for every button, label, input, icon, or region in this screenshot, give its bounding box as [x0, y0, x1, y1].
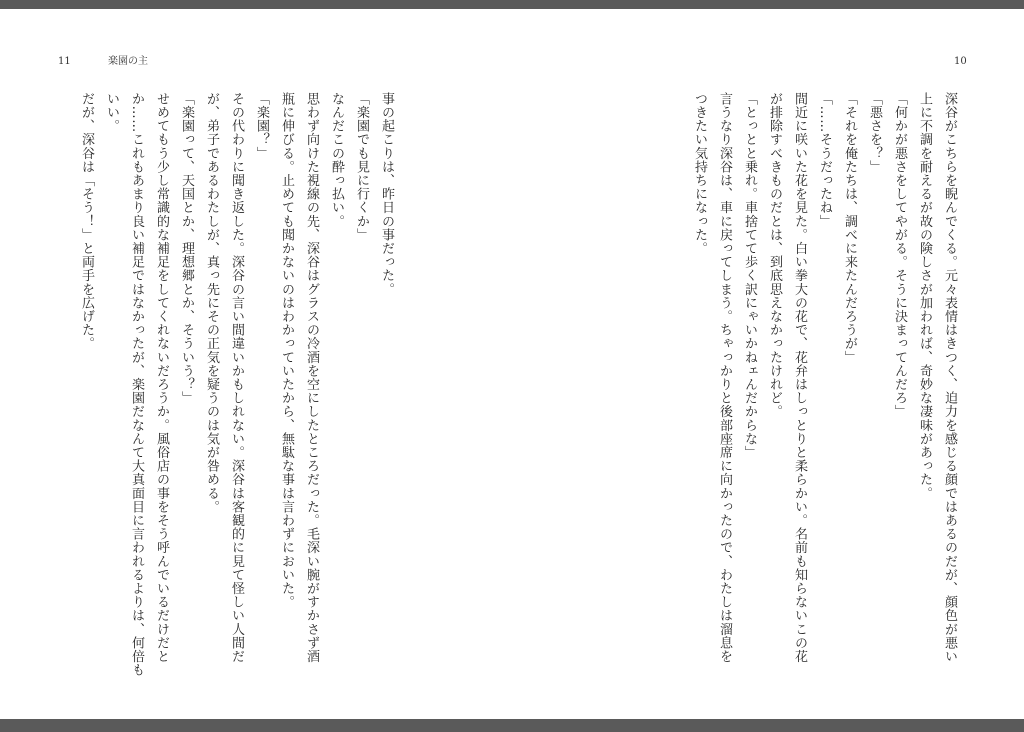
text-line: が、弟子であるわたしが、真っ先にその正気を疑うのは気が咎める。: [204, 92, 219, 514]
text-line: つきたい気持ちになった。: [692, 92, 707, 256]
viewer-top-bar: [0, 0, 1024, 9]
text-line: 「とっとと乗れ。車捨てて歩く訳にゃいかねェんだからな」: [742, 92, 757, 460]
text-line: が排除すべきものだとは、到底思えなかったけれど。: [767, 92, 782, 419]
text-line: 「楽園って、天国とか、理想郷とか、そういう？」: [179, 92, 194, 405]
text-line: せめてもう少し常識的な補足をしてくれないだろうか。風俗店の事をそう呼んでいるだけだと: [154, 92, 169, 664]
left-page-text: [79, 92, 399, 692]
text-line: なんだこの酔っ払い。: [329, 92, 344, 228]
text-line: いい。: [104, 92, 119, 133]
running-title: 楽園の主: [108, 56, 148, 67]
text-line: 「悪さを？」: [867, 92, 882, 174]
text-line: 言うなり深谷は、車に戻ってしまう。ちゃっかりと後部座席に向かったので、わたしは溜息を: [717, 92, 732, 664]
text-line: その代わりに聞き返した。深谷の言い間違いかもしれない。深谷は客観的に見て怪しい人間だ: [229, 92, 244, 664]
viewer-bottom-bar: [0, 719, 1024, 732]
text-line: 間近に咲いた花を見た。白い拳大の花で、花弁はしっとりと柔らかい。名前も知らないこの花: [792, 92, 807, 664]
text-line: 瓶に伸びる。止めても聞かないのはわかっていたから、無駄な事は言わずにおいた。: [279, 92, 294, 609]
right-page-text: [626, 92, 962, 692]
text-line: 「……そうだったね」: [817, 92, 832, 228]
left-page-number: 11: [58, 56, 71, 67]
text-line: 事の起こりは、昨日の事だった。: [379, 92, 394, 296]
text-line: 深谷がこちらを睨んでくる。元々表情はきつく、迫力を感じる顔ではあるのだが、顔色が悪い: [942, 92, 957, 664]
text-line: だが、深谷は「そう！」と両手を広げた。: [79, 92, 94, 351]
text-line: 「楽園？」: [254, 92, 269, 160]
text-line: か……これもあまり良い補足ではなかったが、楽園だなんて大真面目に言われるよりは、何倍も: [129, 92, 144, 677]
right-page-number: 10: [954, 56, 967, 67]
text-line: 上に不調を耐えるが故の険しさが加われば、奇妙な凄味があった。: [917, 92, 932, 500]
text-line: 思わず向けた視線の先、深谷はグラスの冷酒を空にしたところだった。毛深い腕がすかさず酒: [304, 92, 319, 664]
text-line: 「何かが悪さをしてやがる。そうに決まってんだろ」: [892, 92, 907, 419]
text-line: 「それを俺たちは、調べに来たんだろうが」: [842, 92, 857, 364]
text-line: 「楽園でも見に行くか」: [354, 92, 369, 242]
